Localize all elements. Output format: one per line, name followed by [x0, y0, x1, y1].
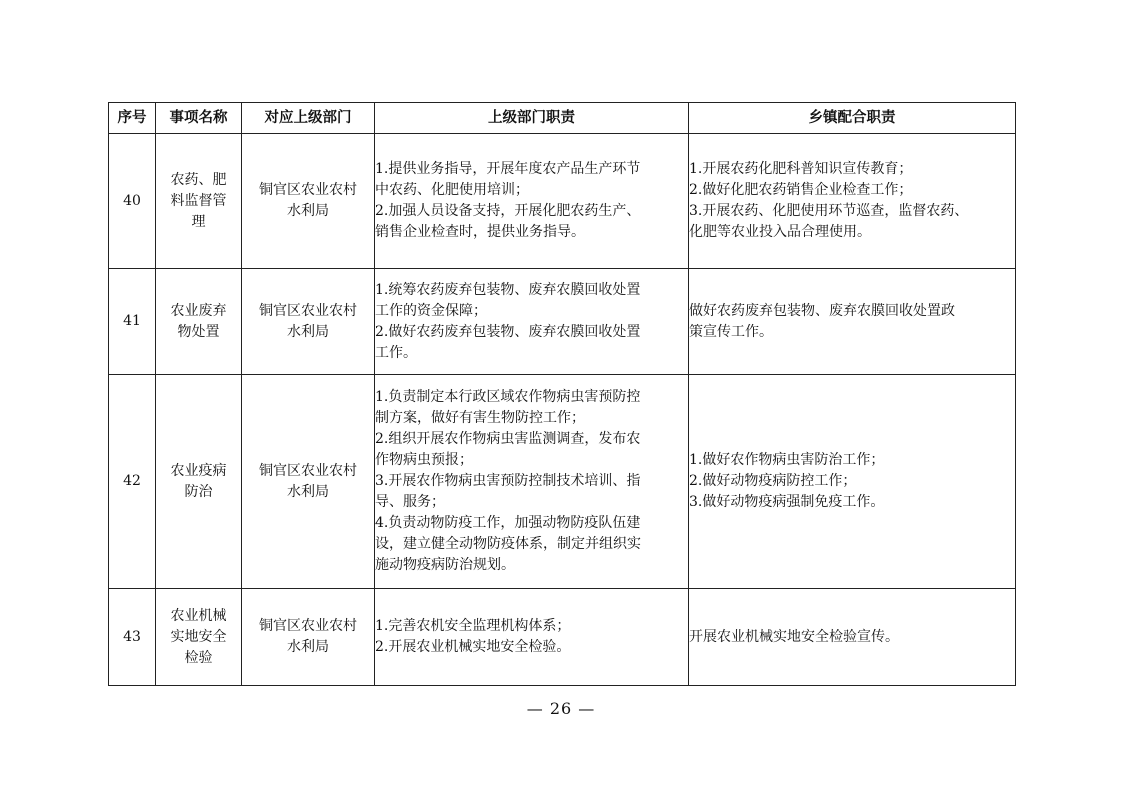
- duty-line: 设，建立健全动物防疫体系，制定并组织实: [375, 536, 641, 552]
- item-name-line: 农业废弃: [170, 302, 227, 319]
- duty-line: 1.负责制定本行政区域农作物病虫害预防控: [375, 389, 641, 405]
- header-item-name: 事项名称: [156, 103, 242, 134]
- duty-line: 化肥等农业投入品合理使用。: [689, 224, 871, 240]
- duty-line: 销售企业检查时，提供业务指导。: [375, 224, 585, 240]
- table-row: [109, 589, 1016, 686]
- table-row: [109, 134, 1016, 269]
- table-row: [109, 375, 1016, 589]
- duty-line: 做好农药废弃包装物、废弃农膜回收处置政: [689, 302, 955, 319]
- row-number: 40: [109, 134, 156, 269]
- item-name-cell: [156, 375, 242, 589]
- upper-duties-cell: [375, 375, 689, 589]
- upper-duties-cell: [375, 589, 689, 686]
- duty-line: 2.加强人员设备支持，开展化肥农药生产、: [375, 203, 641, 219]
- item-name-line: 检验: [184, 649, 213, 666]
- duty-table: [108, 102, 1016, 686]
- item-name-line: 物处置: [177, 323, 220, 340]
- item-name-line: 防治: [184, 483, 213, 500]
- upper-duties-cell: [375, 134, 689, 269]
- item-name-line: 农业疫病: [170, 462, 227, 479]
- duty-line: 工作的资金保障；: [375, 302, 487, 319]
- header-num: 序号: [109, 103, 156, 134]
- duty-line: 1.做好农作物病虫害防治工作；: [689, 452, 885, 468]
- item-name-line: 料监督管: [170, 192, 227, 209]
- dept-line: 水利局: [287, 203, 329, 219]
- duty-line: 制方案，做好有害生物防控工作；: [375, 410, 585, 426]
- duty-line: 3.开展农作物病虫害预防控制技术培训、指: [375, 473, 641, 489]
- dept-line: 水利局: [287, 483, 329, 500]
- dept-cell: [242, 375, 375, 589]
- duty-line: 工作。: [375, 344, 417, 361]
- item-name-line: 实地安全: [170, 628, 227, 645]
- header-upper-dept: 对应上级部门: [242, 103, 375, 134]
- item-name-cell: [156, 134, 242, 269]
- duty-line: 施动物疫病防治规划。: [375, 557, 515, 573]
- dept-cell: [242, 134, 375, 269]
- duty-line: 2.做好化肥农药销售企业检查工作；: [689, 182, 913, 198]
- dept-cell: [242, 269, 375, 375]
- item-name-cell: [156, 589, 242, 686]
- duty-line: 1.完善农机安全监理机构体系；: [375, 618, 571, 634]
- duty-line: 3.开展农药、化肥使用环节巡查，监督农药、: [689, 203, 969, 219]
- item-name-line: 农业机械: [170, 607, 227, 624]
- header-upper-duties: 上级部门职责: [375, 103, 689, 134]
- duty-line: 1.开展农药化肥科普知识宣传教育；: [689, 161, 913, 177]
- town-duties-cell: [689, 375, 1016, 589]
- duty-line: 1.提供业务指导，开展年度农产品生产环节: [375, 161, 641, 177]
- town-duties-cell: [689, 269, 1016, 375]
- duty-line: 2.组织开展农作物病虫害监测调查，发布农: [375, 431, 641, 447]
- row-number: 42: [109, 375, 156, 589]
- town-duties-cell: [689, 589, 1016, 686]
- duty-line: 策宣传工作。: [689, 323, 773, 340]
- duty-line: 3.做好动物疫病强制免疫工作。: [689, 494, 885, 510]
- upper-duties-cell: [375, 269, 689, 375]
- row-number: 41: [109, 269, 156, 375]
- dept-line: 水利局: [287, 639, 329, 655]
- table-header-row: [109, 103, 1016, 134]
- duty-line: 4.负责动物防疫工作，加强动物防疫队伍建: [375, 515, 641, 531]
- dept-line: 铜官区农业农村: [259, 302, 357, 319]
- duty-line: 导、服务；: [375, 494, 445, 510]
- page-number: — 26 —: [526, 699, 596, 718]
- duty-line: 1.统筹农药废弃包装物、废弃农膜回收处置: [375, 281, 641, 298]
- header-town-duties: 乡镇配合职责: [689, 103, 1016, 134]
- item-name-line: 理: [191, 213, 206, 230]
- duty-line: 作物病虫预报；: [375, 452, 473, 468]
- duty-line: 2.做好农药废弃包装物、废弃农膜回收处置: [375, 323, 641, 340]
- town-duties-cell: [689, 134, 1016, 269]
- dept-line: 水利局: [287, 323, 329, 340]
- dept-line: 铜官区农业农村: [259, 462, 357, 479]
- dept-line: 铜官区农业农村: [259, 182, 357, 198]
- duty-line: 2.做好动物疫病防控工作；: [689, 473, 857, 489]
- dept-cell: [242, 589, 375, 686]
- item-name-line: 农药、肥: [170, 171, 227, 188]
- dept-line: 铜官区农业农村: [259, 618, 357, 634]
- row-number: 43: [109, 589, 156, 686]
- item-name-cell: [156, 269, 242, 375]
- table-row: [109, 269, 1016, 375]
- duty-line: 中农药、化肥使用培训；: [375, 182, 529, 198]
- duty-line: 2.开展农业机械实地安全检验。: [375, 639, 571, 655]
- duty-line: 开展农业机械实地安全检验宣传。: [689, 628, 899, 645]
